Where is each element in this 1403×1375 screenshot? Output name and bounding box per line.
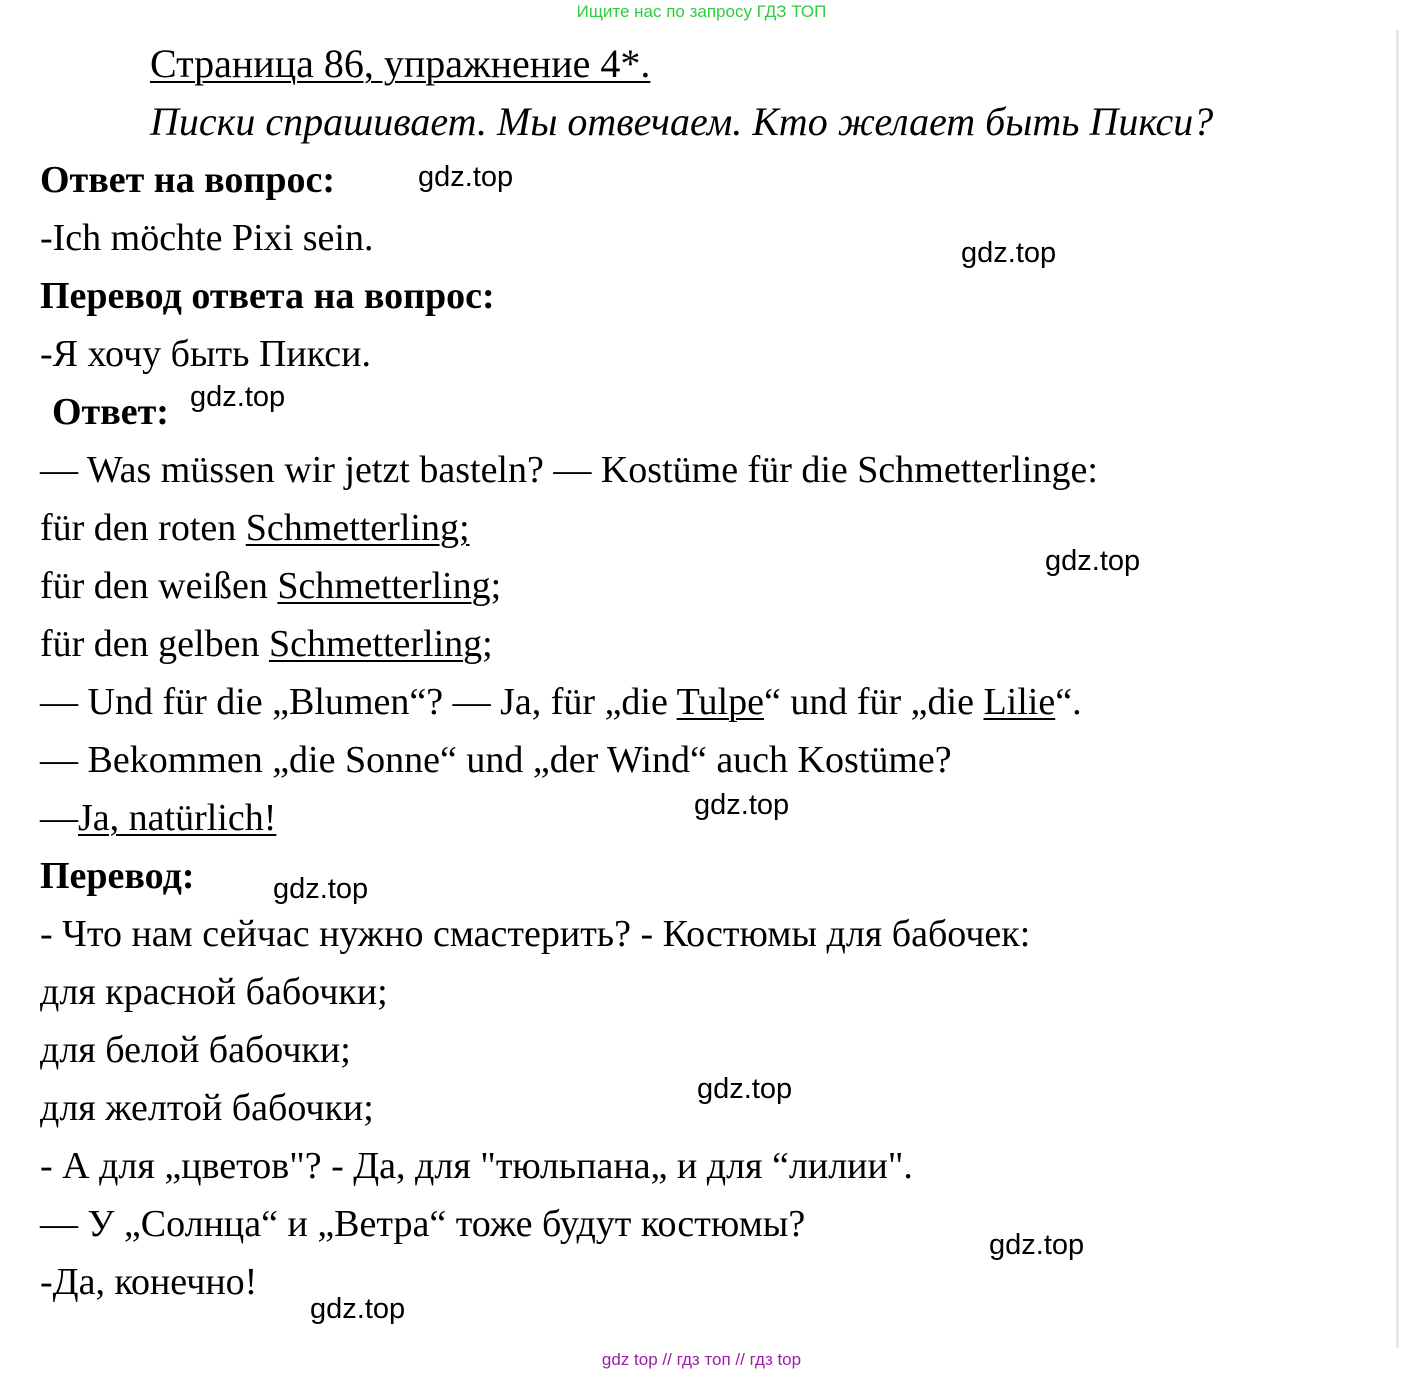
german-line-5-text-a: — Und für die „Blumen“? — Ja, für „die <box>40 681 677 723</box>
german-line-2-underlined: Schmetterling; <box>245 507 470 549</box>
german-line-5-lilie: Lilie <box>983 681 1056 723</box>
watermark: gdz.top <box>961 237 1057 269</box>
russian-line-5: - А для „цветов"? - Да, для "тюльпана„ и для “лилии". <box>40 1145 913 1187</box>
german-line-5-end: “. <box>1055 681 1082 723</box>
exercise-subtitle: Писки спрашивает. Мы отвечаем. Кто желает быть Пикси? <box>150 99 1214 144</box>
watermark: gdz.top <box>418 161 514 193</box>
watermark: gdz.top <box>1045 545 1141 577</box>
german-line-2 <box>40 509 470 547</box>
watermark: gdz.top <box>694 789 790 821</box>
german-line-5 <box>40 683 1082 721</box>
watermark: gdz.top <box>310 1293 406 1325</box>
german-line-6: — Bekommen „die Sonne“ und „der Wind“ auch Kostüme? <box>40 739 952 781</box>
top-banner[interactable]: Ищите нас по запросу ГДЗ ТОП <box>576 2 827 21</box>
german-line-2-text: für den roten <box>40 507 246 549</box>
response-heading: Ответ: <box>52 391 169 433</box>
german-line-7-dash: — <box>40 797 78 839</box>
russian-line-4: для желтой бабочки; <box>40 1087 374 1129</box>
german-line-3 <box>40 567 501 605</box>
russian-line-6: — У „Солнца“ и „Ветра“ тоже будут костюмы? <box>40 1203 806 1245</box>
german-line-3-text: für den weißen <box>40 565 278 607</box>
watermark: gdz.top <box>989 1229 1085 1261</box>
page-edge-rule <box>1396 30 1399 1348</box>
german-line-7 <box>40 799 276 837</box>
german-line-4-text: für den gelben <box>40 623 269 665</box>
watermark: gdz.top <box>697 1073 793 1105</box>
german-line-7-underlined: Ja, natürlich! <box>78 797 277 839</box>
german-line-3-end: ; <box>490 565 502 607</box>
german-line-1: — Was müssen wir jetzt basteln? — Kostüme für die Schmetterlinge: <box>40 449 1098 491</box>
footer-links[interactable]: gdz top // гдз топ // гдз top <box>601 1350 802 1369</box>
russian-line-1: - Что нам сейчас нужно смастерить? - Костюмы для бабочек: <box>40 913 1031 955</box>
german-line-5-text-b: “ und für „die <box>763 681 984 723</box>
translation-heading: Перевод ответа на вопрос: <box>40 275 495 317</box>
german-line-5-tulpe: Tulpe <box>676 681 764 723</box>
russian-line-3: для белой бабочки; <box>40 1029 351 1071</box>
translation2-heading: Перевод: <box>40 855 195 897</box>
german-line-4-underlined: Schmetterling <box>268 623 483 665</box>
german-line-3-underlined: Schmetterling <box>277 565 491 607</box>
russian-line-7: -Да, конечно! <box>40 1261 258 1303</box>
translation-text: -Я хочу быть Пикси. <box>40 333 371 375</box>
russian-line-2: для красной бабочки; <box>40 971 388 1013</box>
answer-heading: Ответ на вопрос: <box>40 159 335 201</box>
german-line-4-end: ; <box>482 623 493 665</box>
watermark: gdz.top <box>273 873 369 905</box>
watermark: gdz.top <box>190 381 286 413</box>
answer-text: -Ich möchte Pixi sein. <box>40 217 374 259</box>
page-title: Страница 86, упражнение 4*. <box>150 41 651 86</box>
german-line-4 <box>40 625 493 663</box>
